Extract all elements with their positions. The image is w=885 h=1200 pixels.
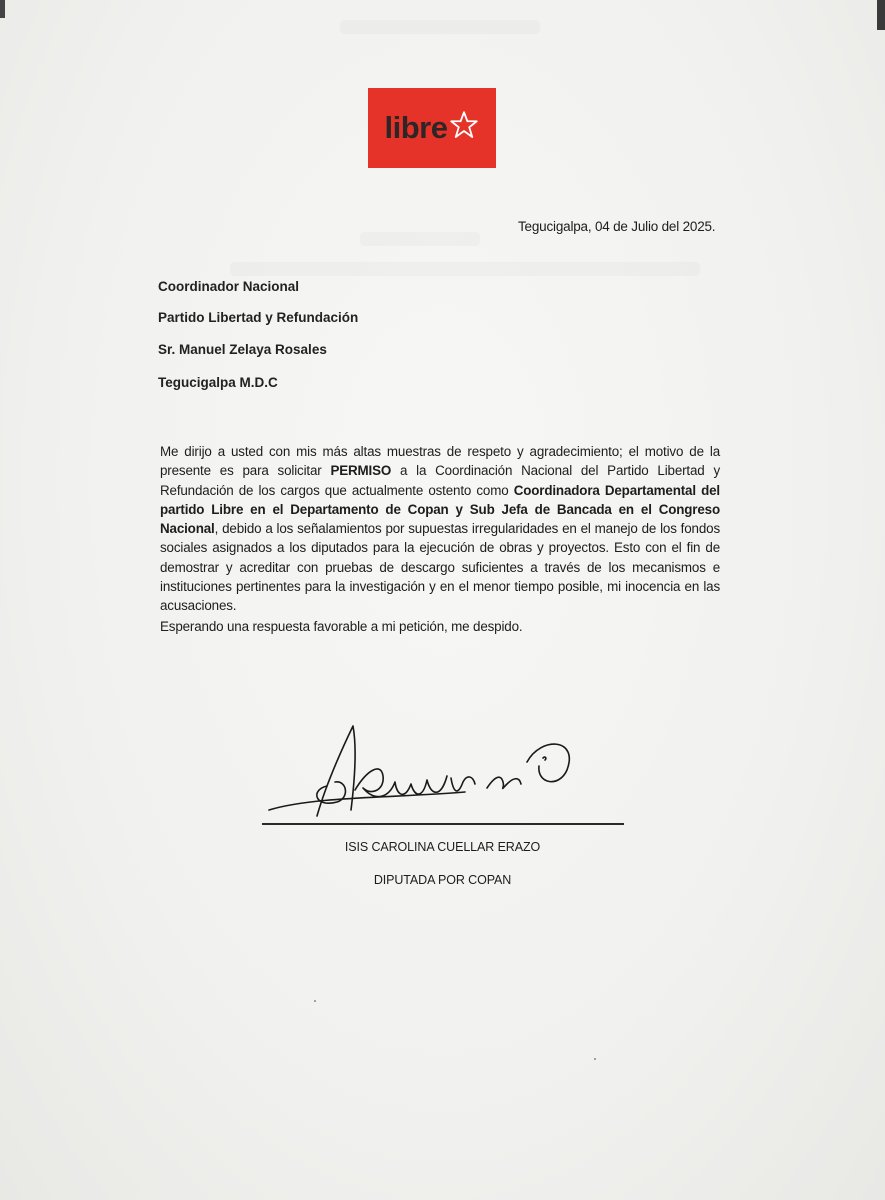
handwritten-signature [255, 718, 635, 828]
letter-closing: Esperando una respuesta favorable a mi petición, me despido. [160, 619, 523, 634]
scan-speck [594, 1058, 596, 1060]
bleed-through-mark [360, 232, 480, 246]
body-bold-permiso: PERMISO [330, 463, 392, 479]
body-text-part: , debido a los señalamientos por supuestas irregularidades en el manejo de los fondos sociales asignados a los diputados para la ejecución de obras y proyectos. Esto con el fin de demostrar y acreditar con pruebas de descargo suficientes a través de los mecanismos e instituciones pertinentes para la investigación y en el menor tiempo posible, mi inocencia en las acusaciones. [160, 521, 720, 614]
recipient-line-3: Sr. Manuel Zelaya Rosales [158, 342, 327, 357]
letter-body [160, 442, 720, 616]
recipient-line-2: Partido Libertad y Refundación [158, 310, 359, 325]
bleed-through-mark [230, 262, 700, 276]
signer-name: ISIS CAROLINA CUELLAR ERAZO [344, 840, 541, 854]
scan-edge-left [0, 0, 5, 18]
scan-speck [314, 1000, 316, 1002]
signature-line [262, 823, 624, 825]
body-text-part: Me dirijo a usted con mis más altas muestras de respeto y agradecimiento; el motivo de la presente es para solicitar [160, 444, 720, 479]
bleed-through-mark [340, 20, 540, 34]
libre-logo [368, 88, 496, 168]
signer-title: DIPUTADA POR COPAN [373, 873, 512, 887]
letter-date: Tegucigalpa, 04 de Julio del 2025. [518, 219, 716, 234]
star-icon [449, 110, 479, 140]
body-text-part: a la Coordinación Nacional del Partido Libertad y Refundación de los cargos que actualmente ostento como [160, 463, 720, 498]
body-bold-positions: Coordinadora Departamental del partido Libre en el Departamento de Copan y Sub Jefa de Bancada en el Congreso Nacional [160, 482, 720, 537]
scan-edge-right [877, 0, 885, 30]
recipient-line-4: Tegucigalpa M.D.C [158, 375, 278, 390]
recipient-line-1: Coordinador Nacional [158, 279, 300, 294]
logo-wordmark: libre [384, 110, 448, 145]
